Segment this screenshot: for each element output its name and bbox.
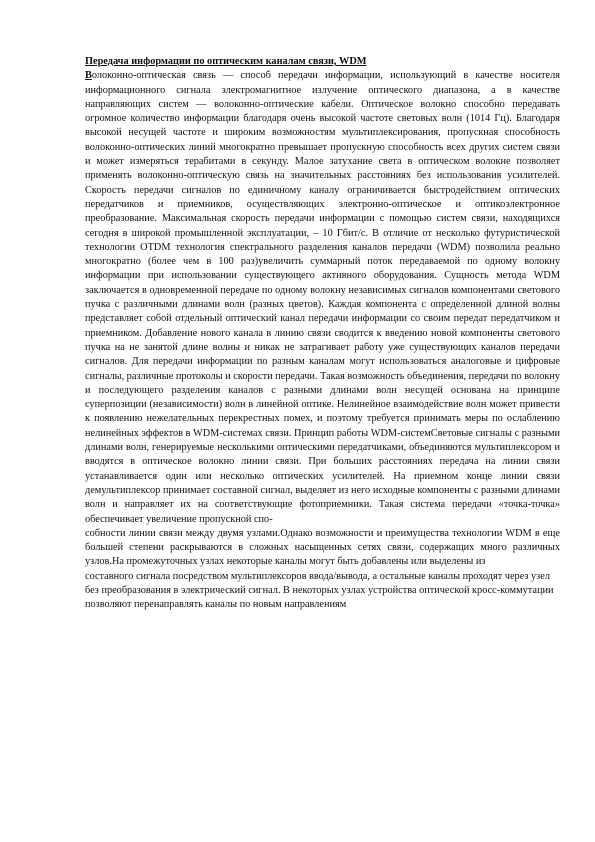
- document-page: [85, 55, 560, 613]
- paragraph-final: составного сигнала посредством мультиплексоров ввода/вывода, а остальные каналы проходят через узел без преобразования в электрический сигнал. В некоторых узлах устройства оптической кросс-коммутации позволяют перенаправлять каналы по новым направлениям: [85, 570, 554, 611]
- document-title: Передача информации по оптическим каналам связи, WDM: [85, 56, 367, 67]
- paragraph-continuation: собности линии связи между двумя узлами.Однако возможности и преимущества технологии WDM в еще большей степени раскрываются в сложных насыщенных сетях связи, содержащих много различных узлов.На промежуточных узлах некоторые каналы могут быть добавлены или выделены из: [85, 527, 560, 568]
- paragraph-main: [85, 69, 560, 527]
- first-letter: В: [85, 70, 92, 82]
- paragraph-main-text: олоконно-оптическая связь — способ передачи информации, использующий в качестве носителя информационного сигнала электромагнитное излучение оптического диапазона, а в качестве направляющих систем — волоконно-оптические кабели. Оптическое волокно способно передавать огромное количество информации благодаря очень высокой частоте световых волн (1014 Гц). Благодаря высокой несущей частоте и широким возможностям мультиплексирования, пропускная способность волоконно-оптических линий многократно превышает пропускную способность всех других систем связи и может измеряться терабитами в секунду. Малое затухание света в оптическом волокне позволяет применять волоконно-оптическую связь на значительных расстояниях без использования усилителей. Скорость передачи сигналов по единичному каналу ограничивается быстродействием оптических передатчиков и приемников, осуществляющих электронно-оптическое и оптикоэлектронное преобразование. Максимальная скорость передачи информации с помощью систем связи, находящихся сегодня в широкой промышленной эксплуатации, – 10 Гбит/с. В отличие от несколько футуристической технологии OTDM технология спектрального разделения каналов передачи (WDM) позволила реально многократно (более чем в 100 раз)увеличить суммарный поток передаваемой по одному волокну информации при использовании существующего активного оборудования. Сущность метода WDM заключается в одновременной передаче по одному волокну независимых сигналов компонентами светового пучка с различными длинами волн (разных цветов). Каждая компонента с определенной длиной волны представляет собой отдельный оптический канал передачи информации со своим передат передатчиком и приемником. Добавление нового канала в линию связи сводится к введению новой компоненты светового пучка на не занятой длине волны и никак не затрагивает работу уже существующих каналов передачи сигналов. Для передачи информации по разным каналам могут использоваться аналоговые и цифровые сигналы, различные протоколы и скорости передачи. Такая возможность объединения, передачи по волокну и последующего разделения каналов с разными длинами волн несущей основана на принципе суперпозиции (независимости) волн в линейной оптике. Нелинейное взаимодействие волн может привести к появлению нежелательных перекрестных помех, и поэтому требуется принимать меры по ослаблению нелинейных эффектов в WDM-системах связи. Принцип работы WDM-системСветовые сигналы с разными длинами волн, генерируемые несколькими оптическими передатчиками, объединяются мультиплексором и вводятся в оптическое волокно линии связи. При больших расстояниях передача на линии связи устанавливается один или несколько оптических усилителей. На приемном конце линии связи демультиплексор принимает составной сигнал, выделяет из него исходные компоненты с разными длинами волн и направляет их на соответствующие фотоприемники. Такая система передачи «точка-точка» обеспечивает увеличение пропускной спо-: [85, 70, 560, 525]
